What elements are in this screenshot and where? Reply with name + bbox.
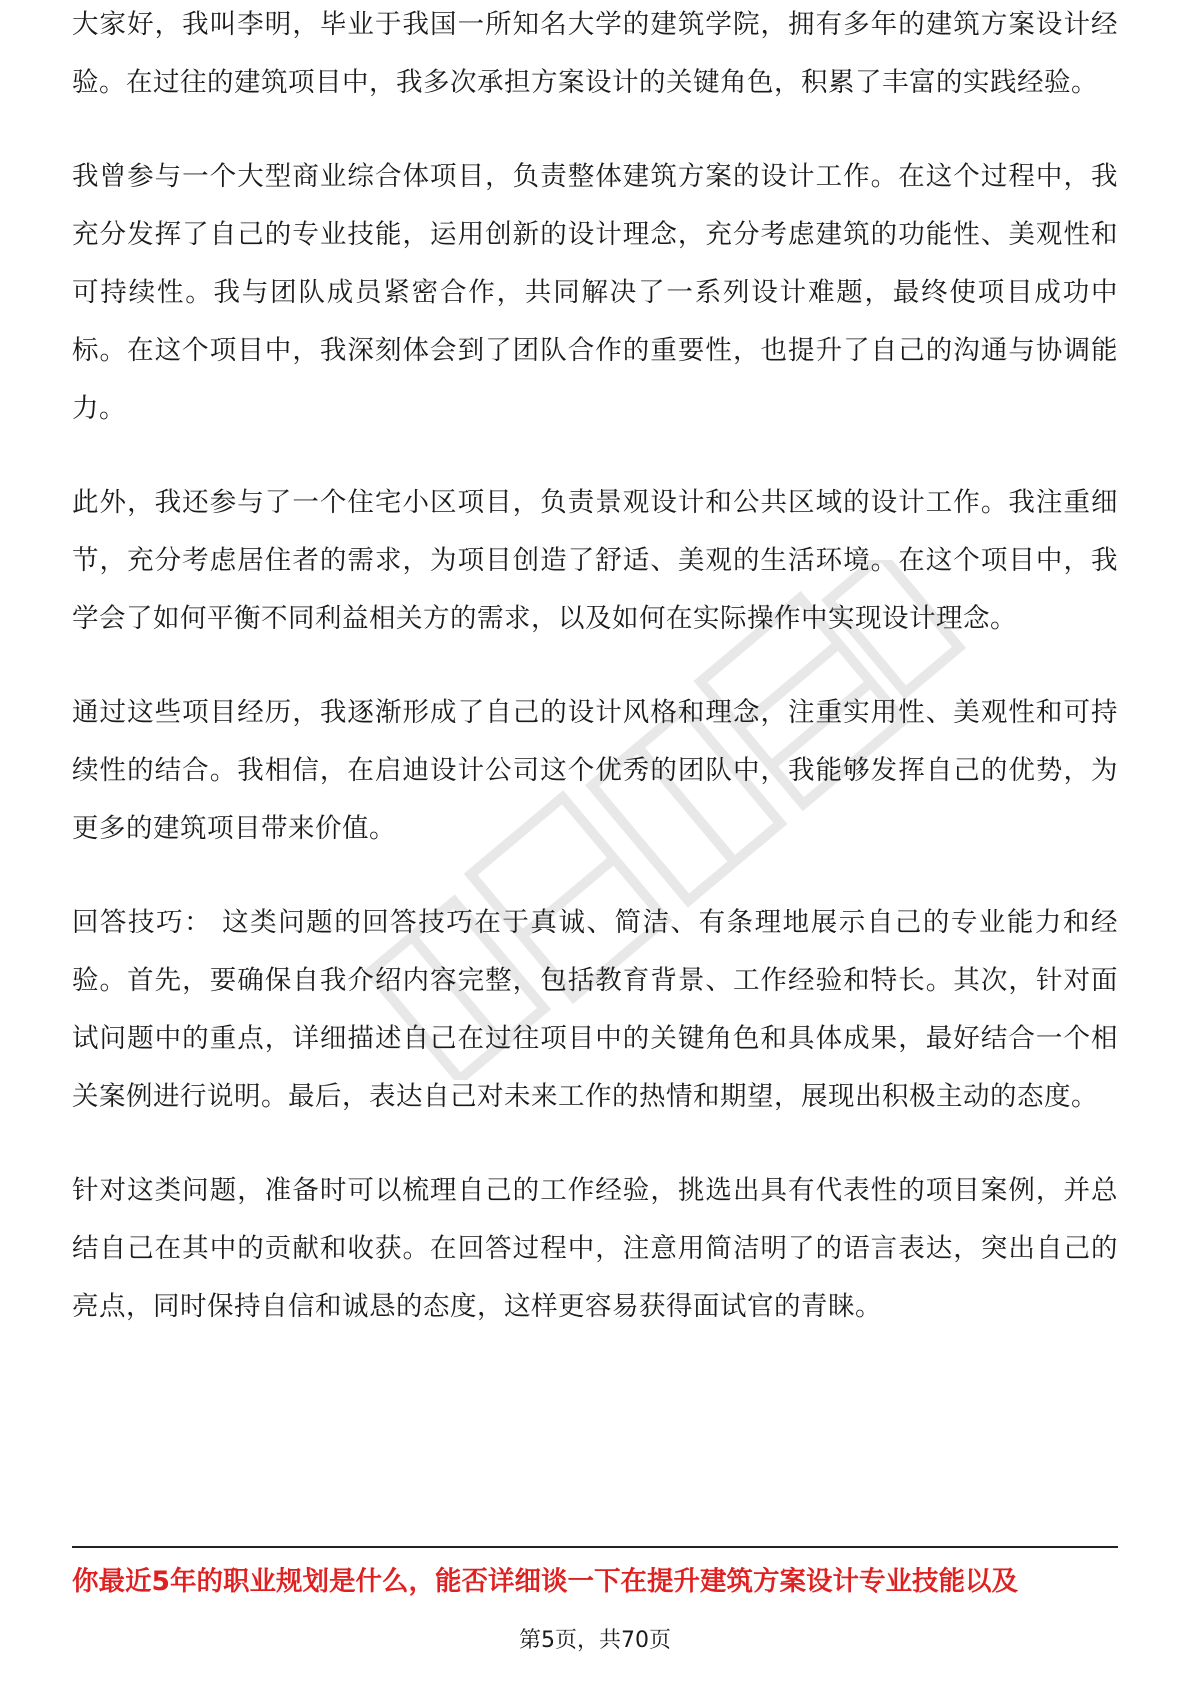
paragraph-preparation: 针对这类问题，准备时可以梳理自己的工作经验，挑选出具有代表性的项目案例，并总结自己在其中的贡献和收获。在回答过程中，注意用简洁明了的语言表达，突出自己的亮点，同时保持自信和诚恳的态度，这样更容易获得面试官的青睐。 [72, 1175, 1118, 1322]
section-divider [72, 1546, 1118, 1548]
paragraph-intro: 大家好，我叫李明，毕业于我国一所知名大学的建筑学院，拥有多年的建筑方案设计经验。在过往的建筑项目中，我多次承担方案设计的关键角色，积累了丰富的实践经验。 [72, 9, 1118, 98]
next-question-heading: 你最近5年的职业规划是什么，能否详细谈一下在提升建筑方案设计专业技能以及 [72, 1566, 1018, 1597]
paragraph-residential-project: 此外，我还参与了一个住宅小区项目，负责景观设计和公共区域的设计工作。我注重细节，充分考虑居住者的需求，为项目创造了舒适、美观的生活环境。在这个项目中，我学会了如何平衡不同利益相关方的需求，以及如何在实际操作中实现设计理念。 [72, 487, 1118, 634]
paragraph-summary: 通过这些项目经历，我逐渐形成了自己的设计风格和理念，注重实用性、美观性和可持续性的结合。我相信，在启迪设计公司这个优秀的团队中，我能够发挥自己的优势，为更多的建筑项目带来价值。 [72, 697, 1118, 844]
document-body [72, 0, 1118, 1372]
page-number: 第5页，共70页 [519, 1628, 671, 1653]
paragraph-answer-tips: 回答技巧： 这类问题的回答技巧在于真诚、简洁、有条理地展示自己的专业能力和经验。首先，要确保自我介绍内容完整，包括教育背景、工作经验和特长。其次，针对面试问题中的重点，详细描述自己在过往项目中的关键角色和具体成果，最好结合一个相关案例进行说明。最后，表达自己对未来工作的热情和期望，展现出积极主动的态度。 [72, 907, 1118, 1112]
paragraph-commercial-project: 我曾参与一个大型商业综合体项目，负责整体建筑方案的设计工作。在这个过程中，我充分发挥了自己的专业技能，运用创新的设计理念，充分考虑建筑的功能性、美观性和可持续性。我与团队成员紧密合作，共同解决了一系列设计难题，最终使项目成功中标。在这个项目中，我深刻体会到了团队合作的重要性，也提升了自己的沟通与协调能力。 [72, 161, 1118, 424]
